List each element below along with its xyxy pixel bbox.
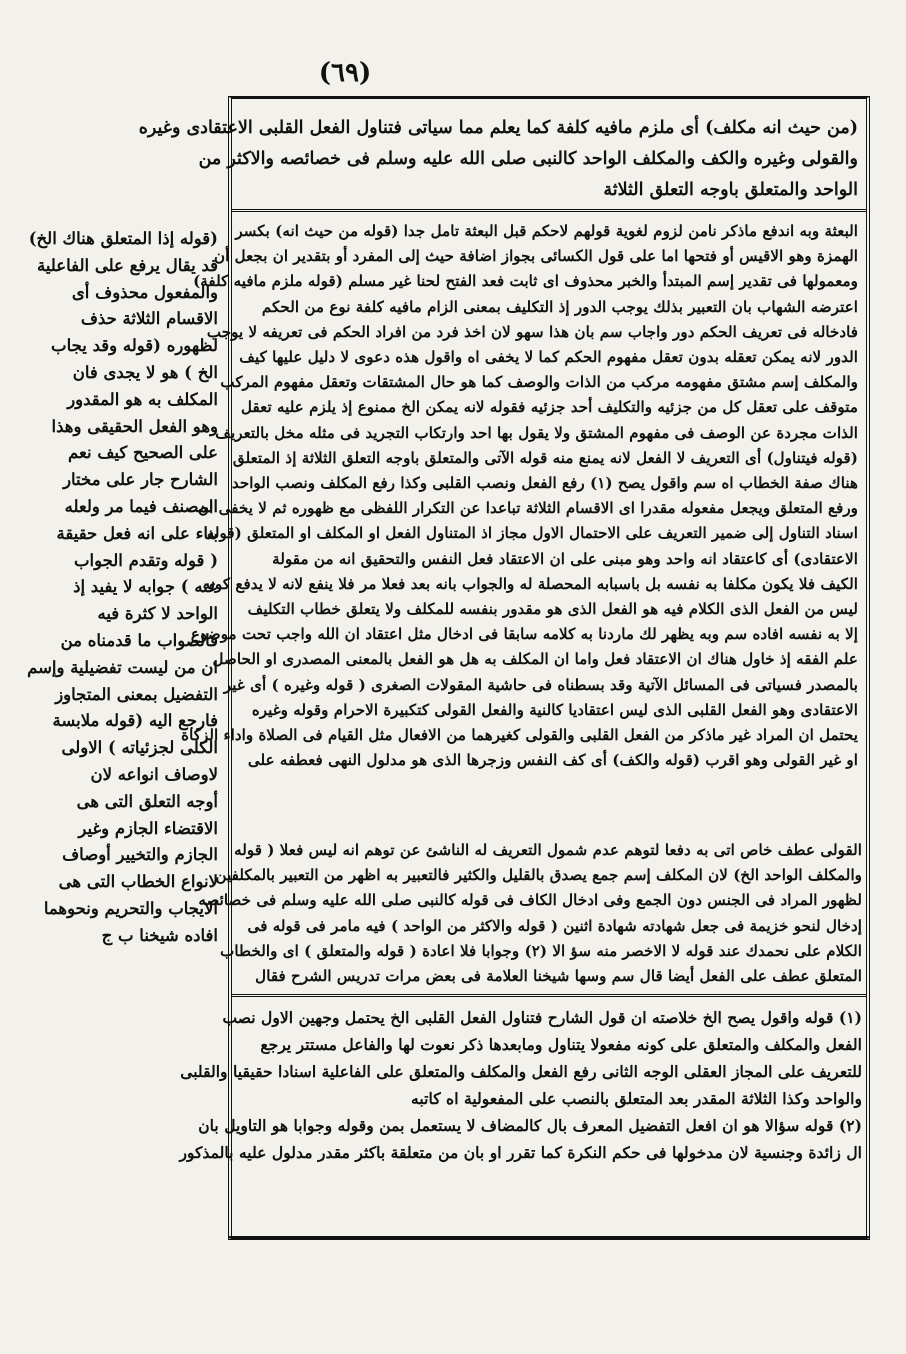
commentary-line: القولى عطف خاص اتى به دفعا لتوهم عدم شمول التعريف له الناشئ عن توهم انه ليس فعلا ( قوله bbox=[234, 841, 862, 859]
margin-line: الايجاب والتحريم ونحوهما bbox=[43, 898, 218, 918]
margin-line: (قوله إذا المتعلق هناك الخ) bbox=[28, 229, 218, 248]
margin-line: الاقتضاء الجازم وغير bbox=[78, 818, 218, 838]
commentary-text-continued bbox=[198, 838, 862, 990]
commentary-line: إلا به نفسه افاده سم وبه يظهر لك ماردنا به كلامه سابقا فى ادخال مثل اعتقاد ان الله واجب تحت موضوع bbox=[190, 625, 858, 644]
margin-line: لانواع الخطاب التى هى bbox=[58, 872, 218, 892]
footnotes bbox=[179, 1004, 862, 1220]
commentary-line: والمكلف إسم مشتق مفهومه مركب من الذات والوصف كما هو حال المشتقات وتعقل مفهوم المركب bbox=[220, 373, 858, 392]
matn-line: (من حيث انه مكلف) أى ملزم مافيه كلفة كما يعلم مما سياتى فتناول الفعل القلبى الاعتقادى وغيره bbox=[138, 118, 858, 138]
margin-line: والمفعول محذوف أى bbox=[71, 282, 218, 302]
margin-line: الجازم والتخيير أوصاف bbox=[62, 845, 218, 865]
section-divider bbox=[232, 209, 866, 212]
commentary-line: لظهور المراد فى الجنس دون الجمع وفى ادخال الكاف فى قوله كالنبى صلى الله عليه وسلم فى خصائصه bbox=[198, 891, 862, 910]
bottom-rule bbox=[228, 1236, 870, 1238]
commentary-line: والمكلف الواحد الخ) لان المكلف إسم جمع يصدق بالقليل والكثير فالتعبير به اظهر من التعبير بالمكلفين bbox=[215, 866, 862, 885]
margin-note bbox=[27, 226, 218, 1136]
margin-line: ( قوله وتقدم الجواب bbox=[73, 550, 218, 570]
footnote-divider bbox=[232, 994, 866, 997]
margin-line: على الصحيح كيف نعم bbox=[68, 443, 218, 463]
margin-line: بناء على انه فعل حقيقة bbox=[56, 523, 218, 543]
margin-line: الاقسام الثلاثة حذف bbox=[80, 309, 218, 329]
commentary-line: علم الفقه إذ خاول هناك ان الاعتقاد فعل واما ان المكلف به هل هو الفعل بالمعنى المصدرى او الحاصل bbox=[212, 650, 858, 669]
footnote-line: والواحد وكذا الثلاثة المقدر بعد المتعلق بالنصب على المفعولية اه كاتبه bbox=[411, 1089, 862, 1108]
commentary-line: ومعمولها فى تقدير إسم المبتدأ والخبر محذوف اى ثابت فعد الفتح لحنا غير مسلم (قوله ملزم مافيه كلفة) bbox=[193, 272, 858, 291]
margin-line: قد يقال يرفع على الفاعلية bbox=[36, 255, 218, 275]
margin-line: الكلى لجزئياته ) الاولى bbox=[61, 738, 218, 758]
commentary-line: الهمزة وهو الاقيس أو فتحها اما على قول الكسائى بجواز اضافة حيث إلى المفرد أو بتقدير ان بجعل أن bbox=[213, 247, 858, 266]
matn-line: الواحد والمتعلق باوجه التعلق الثلاثة bbox=[603, 180, 858, 200]
margin-line: أوجه التعلق التى هى bbox=[76, 791, 218, 811]
footnote-line: ال زائدة وجنسية لان مدخولها فى حكم النكرة كما تقرر او بان من متعلقة باكثر مقدر مدلول عليه بالمذكور bbox=[179, 1143, 862, 1162]
margin-line: المكلف به هو المقدور bbox=[67, 389, 218, 409]
margin-line: وهو الفعل الحقيقى وهذا bbox=[51, 416, 218, 436]
margin-line: لاوصاف انواعه لان bbox=[90, 764, 218, 784]
commentary-line: ورفع المتعلق ويجعل مفعوله مقدرا اى الاقسام الثلاثة تباعدا عن التكرار اللفظى مع ظهوره ثم لا يخفى ان bbox=[197, 499, 858, 518]
footnote-line: (٢) قوله سؤالا هو ان افعل التفضيل المعرف بال كالمضاف لا يستعمل بمن وقوله وجوابا هو التاويل بان bbox=[198, 1116, 862, 1135]
commentary-line: او غير القولى وهو اقرب (قوله والكف) أى كف النفس وزجرها الذى هو مدلول النهى فعطفه على bbox=[247, 751, 858, 770]
margin-line: الخ ) هو لا يجدى فان bbox=[72, 362, 218, 382]
margin-line: افاده شيخنا ب ج bbox=[101, 925, 218, 945]
commentary-line: الكيف فلا يكون مكلفا به نفسه بل باسبابه المحصلة له والجواب بانه بعد فعلا مر فلا ينفع لانه لا يدفع كونه bbox=[202, 574, 858, 593]
footnote-line: (١) قوله واقول يصح الخ خلاصته ان قول الشارح فتناول الفعل القلبى الخ يحتمل وجهين الاول نصب bbox=[222, 1008, 862, 1027]
margin-line: الواحد لا كثرة فيه bbox=[97, 604, 218, 624]
matn-line: والقولى وغيره والكف والمكلف الواحد كالنبى صلى الله عليه وسلم فى خصائصه والاكثر من bbox=[198, 149, 858, 169]
footnote-line: الفعل والمكلف والمتعلق على كونه مفعولا يتناول ومابعدها ذكر نعوت لها والفاعل مستتر يرجع bbox=[260, 1035, 862, 1054]
commentary-line: البعثة وبه اندفع ماذكر نامن لزوم لغوية قولهم لاحكم قبل البعثة تامل جدا (قوله من حيث انه) بكسر bbox=[235, 222, 858, 240]
commentary-text bbox=[181, 219, 858, 789]
commentary-line: اسناد التناول إلى ضمير التعريف على الاحتمال الاول مجاز اذ المتناول الفعل او المكلف او المتعلق (قوله bbox=[206, 524, 858, 543]
commentary-line: الدور لانه يمكن تعقله بدون تعقل مفهوم الحكم كما لا يخفى اه واقول هذه دعوى لا دليل عليها كيف bbox=[239, 348, 858, 367]
commentary-line: اعترضه الشهاب بان التعبير بذلك يوجب الدور إذ التكليف بمعنى الزام مافيه كلفة نوع من الحكم bbox=[261, 297, 858, 316]
page-number: (٦٩) bbox=[318, 58, 372, 88]
margin-line: ان من ليست تفضيلية وإسم bbox=[27, 657, 218, 677]
commentary-line: الكلام على نحمدك عند قوله لا الاخصر منه سؤ الا (٢) وجوابا فلا اعادة ( قوله والمتعلق ) اى والخطاب bbox=[220, 941, 862, 960]
commentary-line: يحتمل ان المراد غير ماذكر من الفعل القلبى والقولى كغيرهما من الافعال مثل القيام فى الصلاة واداء الزكاة bbox=[181, 726, 858, 745]
margin-line: الشارح جار على مختار bbox=[63, 470, 218, 490]
commentary-line: ليس من الفعل الذى الكلام فيه هو الفعل الذى هو مقدور بنفسه للمكلف ولا يتعلق خطاب التكليف bbox=[247, 600, 858, 619]
commentary-line: متوقف على تعقل كل من جزئيه والتكليف أحد جزئيه فقوله لانه يمكن الخ ممنوع إذ يلزم عليه تعقل bbox=[240, 398, 858, 417]
commentary-line: (قوله فيتناول) أى التعريف لا الفعل لانه يمنع منه قوله الآتى والمتعلق باوجه التعلق الثلاثة إذ المتعلق bbox=[232, 448, 858, 467]
commentary-line: المتعلق عطف على الفعل أيضا قال سم وسها شيخنا العلامة فى بعض مرات تدريس الشرح فقال bbox=[255, 967, 862, 986]
margin-line: المصنف فيما مر ولعله bbox=[64, 496, 218, 516]
margin-line: فالصواب ما قدمناه من bbox=[60, 630, 218, 650]
commentary-line: فادخاله فى تعريف الحكم دور واجاب سم بان هذا سهو لان اخذ فرد من افراد الحكم فى تعريفه لا يوجب bbox=[206, 322, 858, 341]
footnote-line: للتعريف على المجاز العقلى الوجه الثانى رفع الفعل والمكلف والمتعلق على الفاعلية اسنادا حقيقيا والقلبى bbox=[180, 1062, 862, 1081]
commentary-line: الاعتقادى) أى كاعتقاد انه واحد وهو مبنى على ان الاعتقاد فعل النفس والتحقيق انه من مقولة bbox=[272, 549, 858, 568]
commentary-line: بالمصدر فسياتى فى المسائل الآتية وقد بسطناه فى حاشية المقولات الصغرى ( قوله وغيره ) أى غير bbox=[223, 675, 858, 694]
matn-text bbox=[138, 113, 858, 207]
margin-line: لظهوره (قوله وقد يجاب bbox=[51, 336, 218, 356]
commentary-line: هناك صفة الخطاب اه سم واقول يصح (١) رفع الفعل ونصب القلبى وكذا رفع المكلف ونصب الواحد bbox=[231, 474, 858, 493]
margin-line: فارجع اليه (قوله ملابسة bbox=[52, 711, 218, 731]
commentary-line: الاعتقادى وهو الفعل القلبى الذى ليس اعتقاديا كالنية والفعل القولى كتكبيرة الاحرام وقوله وغيره bbox=[251, 700, 858, 719]
commentary-line: الذات مجردة عن الوصف فى مفهوم المشتق ولا يقول بها احد وارتكاب التجريد فى مثله مخل بالتعريف bbox=[215, 423, 858, 442]
margin-line: عنه ) جوابه لا يفيد إذ bbox=[73, 577, 218, 597]
margin-line: التفضيل بمعنى المتجاوز bbox=[55, 684, 218, 704]
commentary-line: إدخال لنحو خزيمة فى جعل شهادته شهادة اثنين ( قوله والاكثر من الواحد ) فيه مامر فى قوله فى bbox=[247, 916, 862, 935]
